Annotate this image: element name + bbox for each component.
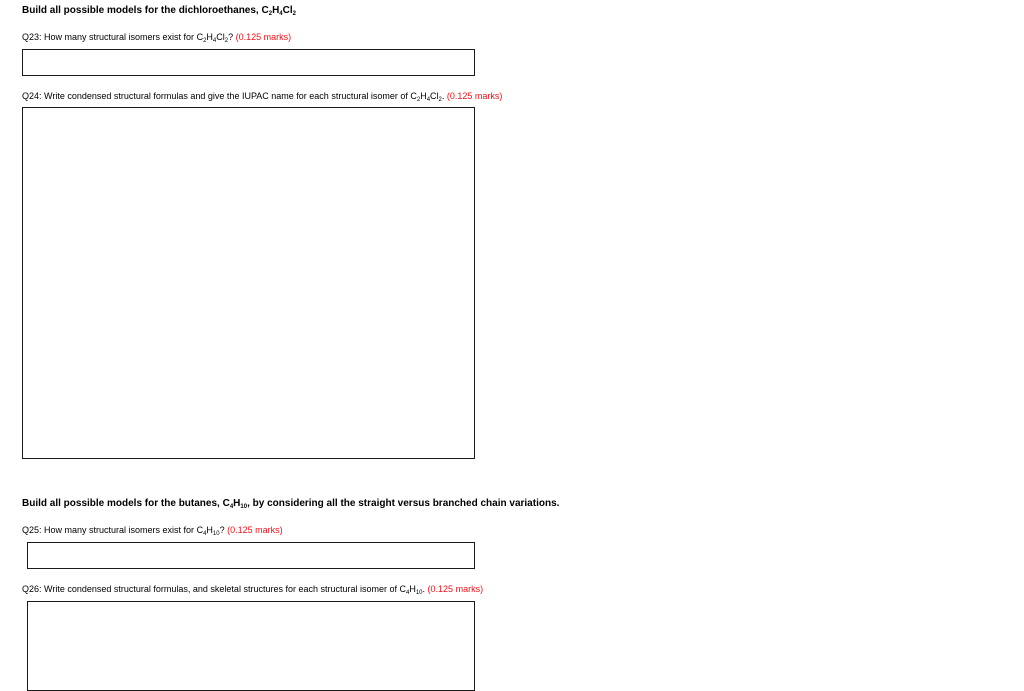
- question-suffix: ?: [228, 32, 236, 42]
- question-q23: [22, 31, 291, 43]
- question-text: Q25: How many structural isomers exist for: [22, 525, 197, 535]
- question-text: Q23: How many structural isomers exist for: [22, 32, 197, 42]
- marks-label: (0.125 marks): [446, 91, 503, 101]
- formula-c2h4cl2: $C_2H_4Cl_2$: [410, 91, 442, 103]
- answer-box-q26[interactable]: [27, 601, 475, 691]
- question-q25: [22, 524, 283, 536]
- question-text: Q24: Write condensed structural formulas and give the IUPAC name for each structural isomer of: [22, 91, 411, 101]
- formula-c4h10: $C_4H_{10}$: [222, 498, 248, 510]
- question-q24: [22, 90, 502, 102]
- section-heading-butanes: [22, 498, 559, 510]
- question-q26: [22, 583, 483, 595]
- formula-c2h4cl2: $C_2H_4Cl_2$: [196, 32, 229, 44]
- heading-suffix: , by considering all the straight versus branched chain variations.: [247, 498, 560, 509]
- answer-box-q24[interactable]: [22, 107, 475, 459]
- question-suffix: .: [422, 584, 428, 594]
- heading-text: Build all possible models for the dichloroethanes,: [22, 5, 262, 16]
- answer-box-q25[interactable]: [27, 542, 475, 569]
- formula-c2h4cl2: $C_2H_4Cl_2$: [261, 5, 296, 17]
- formula-c4h10: $C_4H_{10}$: [196, 525, 220, 537]
- answer-box-q23[interactable]: [22, 49, 475, 76]
- heading-text: Build all possible models for the butanes,: [22, 498, 223, 509]
- marks-label: (0.125 marks): [427, 584, 484, 594]
- formula-c4h10: $C_4H_{10}$: [399, 584, 423, 596]
- question-text: Q26: Write condensed structural formulas, and skeletal structures for each structural isomer of: [22, 584, 400, 594]
- question-suffix: ?: [219, 525, 228, 535]
- section-heading-dichloroethanes: [22, 5, 296, 17]
- marks-label: (0.125 marks): [235, 32, 292, 42]
- question-suffix: .: [441, 91, 447, 101]
- marks-label: (0.125 marks): [227, 525, 283, 535]
